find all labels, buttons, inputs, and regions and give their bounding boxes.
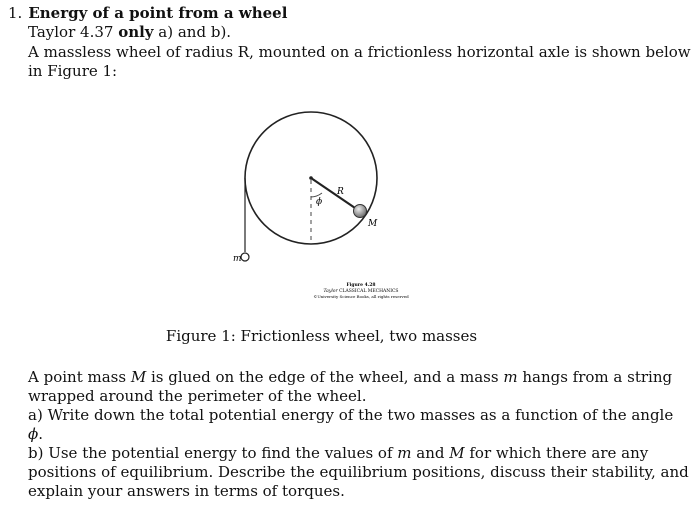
intro-line-1: A massless wheel of radius R, mounted on a frictionless horizontal axle is shown below (28, 43, 691, 61)
problem-title: Energy of a point from a wheel (28, 4, 288, 22)
figure-copyright: ©University Science Books, all rights reserved (313, 294, 409, 299)
source-suffix: a) and b). (153, 23, 232, 41)
body-line-1: A point mass M is glued on the edge of the wheel, and a mass m hangs from a string (28, 368, 673, 386)
label-M: M (368, 219, 378, 229)
figure-credit: Taylor CLASSICAL MECHANICS (323, 289, 399, 294)
question-a-line-1: a) Write down the total potential energy of the two masses as a function of the angle (28, 406, 674, 424)
hanging-mass (241, 253, 249, 261)
question-b-line-2: positions of equilibrium. Describe the equilibrium positions, discuss their stability, and (28, 463, 689, 481)
point-mass (354, 205, 367, 218)
axle-point (309, 176, 313, 180)
figure-number-label: Figure 4.28 (346, 283, 376, 288)
question-b-line-1: b) Use the potential energy to find the values of m and M for which there are any (28, 444, 649, 462)
figure-caption: Figure 1: Frictionless wheel, two masses (165, 327, 478, 345)
question-b-line-3: explain your answers in terms of torques. (28, 482, 345, 500)
label-phi: ϕ (316, 197, 323, 207)
source-bold: only (118, 23, 154, 41)
body-line-2: wrapped around the perimeter of the wheel. (28, 387, 367, 405)
source-prefix: Taylor 4.37 (28, 23, 119, 41)
problem-number: 1. (8, 4, 23, 22)
intro-line-2: in Figure 1: (28, 62, 118, 80)
question-a-line-2: ϕ. (28, 425, 44, 443)
label-R: R (337, 187, 344, 197)
label-m: m (233, 254, 242, 264)
